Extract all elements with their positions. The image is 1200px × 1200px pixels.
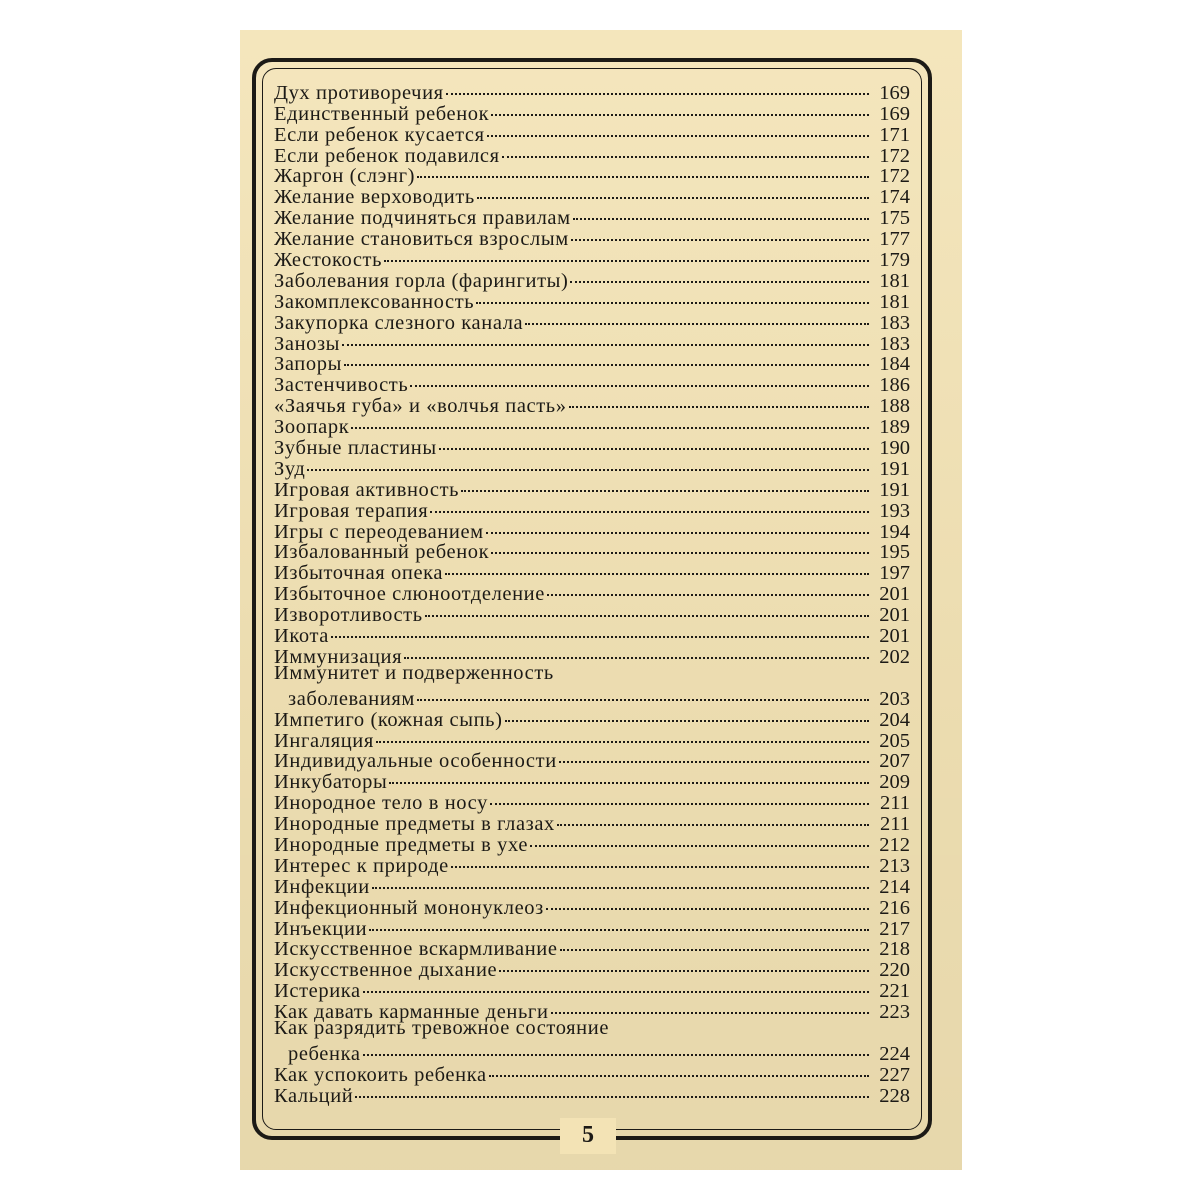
toc-entry xyxy=(274,538,910,564)
toc-entry-title: Избыточная опека xyxy=(274,562,444,585)
toc-entry-title: Если ребенок кусается xyxy=(274,123,485,146)
toc-entry-page: 171 xyxy=(879,123,910,146)
toc-entry-page: 175 xyxy=(879,207,910,230)
toc-entry xyxy=(274,767,910,794)
toc-entry xyxy=(274,412,910,439)
toc-entry-page: 191 xyxy=(879,478,910,501)
dot-leader xyxy=(342,329,869,350)
toc-entry xyxy=(274,621,910,648)
toc-entry xyxy=(274,99,910,125)
dot-leader xyxy=(376,726,869,747)
toc-entry-page: 183 xyxy=(879,311,910,334)
toc-entry xyxy=(274,182,910,209)
toc-entry-page: 205 xyxy=(879,729,910,752)
toc-entry xyxy=(274,370,910,397)
dot-leader xyxy=(571,224,869,245)
toc-entry xyxy=(274,162,910,188)
toc-entry xyxy=(274,245,910,272)
toc-entry xyxy=(274,287,910,313)
toc-entry xyxy=(274,851,910,877)
toc-entry-title: Зубные пластины xyxy=(274,437,437,460)
toc-entry-page: 195 xyxy=(879,541,910,564)
toc-entry-page: 223 xyxy=(879,1001,910,1024)
toc-entry xyxy=(274,266,910,292)
toc-entry-page: 177 xyxy=(879,228,910,251)
toc-entry-page: 190 xyxy=(879,437,910,460)
toc-entry-title: Единственный ребенок xyxy=(274,102,490,125)
toc-entry-title: Жаргон (слэнг) xyxy=(274,165,416,188)
toc-entry xyxy=(274,914,910,940)
toc-entry xyxy=(274,976,910,1003)
toc-entry-title: Зуд xyxy=(274,457,306,480)
toc-entry-title: Инфекционный мононуклеоз xyxy=(274,896,544,919)
toc-entry xyxy=(274,600,910,627)
toc-entry-title: Жестокость xyxy=(274,249,383,272)
toc-entry xyxy=(274,350,910,376)
toc-entry xyxy=(274,329,910,355)
toc-entry-title: Иммунизация xyxy=(274,645,403,668)
dot-leader xyxy=(530,830,869,851)
toc-entry-title: Избыточное слюноотделение xyxy=(274,583,545,606)
toc-entry-title: Желание подчиняться правилам xyxy=(274,207,571,230)
toc-entry-title: Инородные предметы в глазах xyxy=(274,813,555,836)
toc-entry xyxy=(274,955,910,982)
toc-entry-page: 202 xyxy=(879,645,910,668)
toc-entry xyxy=(274,203,910,230)
toc-entry-page: 174 xyxy=(879,186,910,209)
toc-entry-page: 191 xyxy=(879,457,910,480)
toc-entry-title: «Заячья губа» и «волчья пасть» xyxy=(274,395,567,418)
toc-entry-page: 179 xyxy=(879,249,910,272)
toc-entry-page: 201 xyxy=(879,625,910,648)
dot-leader xyxy=(476,287,869,308)
toc-entry-page: 188 xyxy=(879,395,910,418)
dot-leader xyxy=(389,767,869,788)
toc-entry-title: Инородные предметы в ухе xyxy=(274,833,529,856)
toc-entry xyxy=(274,684,910,710)
toc-entry-page: 169 xyxy=(879,81,910,104)
dot-leader xyxy=(486,517,869,538)
dot-leader xyxy=(425,600,869,621)
toc-entry xyxy=(274,579,910,606)
dot-leader xyxy=(502,141,869,162)
dot-leader xyxy=(439,433,869,454)
toc-entry-title-continued: заболеваниям xyxy=(288,687,415,710)
toc-entry-page: 172 xyxy=(879,144,910,167)
toc-entry-page: 216 xyxy=(879,896,910,919)
dot-leader xyxy=(355,1081,869,1102)
toc-entry-first-line xyxy=(274,663,910,684)
toc-entry-page: 212 xyxy=(879,833,910,856)
dot-leader xyxy=(331,621,869,642)
dot-leader xyxy=(344,350,869,371)
dot-leader xyxy=(570,266,869,287)
toc-entry-title: Как давать карманные деньги xyxy=(274,1001,549,1024)
toc-entry xyxy=(274,809,910,836)
dot-leader xyxy=(451,851,869,872)
toc-entry-page: 203 xyxy=(879,687,910,710)
toc-entry-title: Желание становиться взрослым xyxy=(274,228,569,251)
dot-leader xyxy=(490,788,869,809)
dot-leader xyxy=(546,893,869,914)
toc-entry-page: 224 xyxy=(879,1042,910,1065)
toc-entry-page: 189 xyxy=(879,416,910,439)
dot-leader xyxy=(417,684,869,705)
toc-entry-page: 218 xyxy=(879,938,910,961)
dot-leader xyxy=(557,809,869,830)
toc-entry-page: 181 xyxy=(879,290,910,313)
dot-leader xyxy=(477,182,869,203)
toc-entry-title-continued: ребенка xyxy=(288,1042,361,1065)
toc-entry-title: Искусственное дыхание xyxy=(274,959,498,982)
toc-entry xyxy=(274,935,910,961)
dot-leader xyxy=(573,203,869,224)
toc-entry xyxy=(274,1060,910,1086)
toc-entry xyxy=(274,830,910,856)
toc-entry-page: 201 xyxy=(879,604,910,627)
dot-leader xyxy=(410,370,869,391)
toc-entry-title: Если ребенок подавился xyxy=(274,144,500,167)
toc-entry-title: Дух противоречия xyxy=(274,81,444,104)
toc-entry-title: Как успокоить ребенка xyxy=(274,1063,487,1086)
toc-entry-page: 209 xyxy=(879,771,910,794)
dot-leader xyxy=(505,705,869,726)
toc-entry-title: Желание верховодить xyxy=(274,186,475,209)
dot-leader xyxy=(491,99,869,120)
toc-entry xyxy=(274,454,910,480)
toc-entry-title: Импетиго (кожная сыпь) xyxy=(274,708,503,731)
toc-entry xyxy=(274,1039,910,1065)
dot-leader xyxy=(363,976,869,997)
dot-leader xyxy=(461,475,869,496)
toc-entry xyxy=(274,1081,910,1107)
dot-leader xyxy=(491,538,869,559)
toc-entry-page: 207 xyxy=(879,750,910,773)
toc-entry-page: 211 xyxy=(880,813,910,836)
dot-leader xyxy=(559,747,869,768)
toc-entry-page: 213 xyxy=(879,854,910,877)
toc-entry xyxy=(274,433,910,460)
toc-entry xyxy=(274,997,910,1024)
toc-entry xyxy=(274,642,910,668)
toc-entry-title: Инъекции xyxy=(274,917,368,940)
dot-leader xyxy=(551,997,869,1018)
toc-entry-title: Инфекции xyxy=(274,875,370,898)
dot-leader xyxy=(487,120,869,141)
toc-entry-title: Инкубаторы xyxy=(274,771,388,794)
toc-entry-page: 183 xyxy=(879,332,910,355)
toc-entry xyxy=(274,78,910,104)
toc-entry-page: 201 xyxy=(879,583,910,606)
dot-leader xyxy=(307,454,869,475)
toc-entry-title: Игровая активность xyxy=(274,478,460,501)
toc-entry-title: Иммунитет и подверженность xyxy=(274,661,554,684)
toc-entry xyxy=(274,747,910,773)
dot-leader xyxy=(489,1060,869,1081)
toc-entry-page: 214 xyxy=(879,875,910,898)
table-of-contents xyxy=(274,78,910,1107)
toc-entry-title: Закупорка слезного канала xyxy=(274,311,524,334)
dot-leader xyxy=(569,391,869,412)
toc-entry-page: 184 xyxy=(879,353,910,376)
toc-entry-title: Индивидуальные особенности xyxy=(274,750,557,773)
toc-entry-page: 227 xyxy=(879,1063,910,1086)
dot-leader xyxy=(369,914,869,935)
toc-entry-page: 193 xyxy=(879,499,910,522)
dot-leader xyxy=(446,78,869,99)
toc-entry-title: Искусственное вскармливание xyxy=(274,938,558,961)
dot-leader xyxy=(363,1039,869,1060)
dot-leader xyxy=(404,642,869,663)
toc-entry-first-line xyxy=(274,1018,910,1039)
toc-entry-title: Ингаляция xyxy=(274,729,374,752)
toc-entry-title: Закомплексованность xyxy=(274,290,475,313)
toc-entry-page: 197 xyxy=(879,562,910,585)
toc-entry-title: Изворотливость xyxy=(274,604,423,627)
toc-entry xyxy=(274,788,910,815)
toc-entry-page: 186 xyxy=(879,374,910,397)
dot-leader xyxy=(430,496,869,517)
toc-entry-page: 221 xyxy=(879,980,910,1003)
toc-entry-title: Запоры xyxy=(274,353,342,376)
dot-leader xyxy=(351,412,869,433)
page-number: 5 xyxy=(582,1122,594,1148)
toc-entry xyxy=(274,475,910,501)
toc-entry-title: Как разрядить тревожное состояние xyxy=(274,1017,610,1040)
toc-entry-title: Инородное тело в носу xyxy=(274,792,488,815)
toc-entry xyxy=(274,224,910,251)
dot-leader xyxy=(445,558,869,579)
toc-entry-page: 204 xyxy=(879,708,910,731)
toc-entry-page: 217 xyxy=(879,917,910,940)
toc-entry-page: 220 xyxy=(879,959,910,982)
toc-entry-title: Застенчивость xyxy=(274,374,409,397)
toc-entry-page: 169 xyxy=(879,102,910,125)
dot-leader xyxy=(525,308,869,329)
toc-entry-page: 172 xyxy=(879,165,910,188)
toc-entry-title: Занозы xyxy=(274,332,341,355)
toc-entry xyxy=(274,391,910,418)
toc-entry-page: 228 xyxy=(879,1084,910,1107)
toc-entry-title: Истерика xyxy=(274,980,361,1003)
toc-entry-title: Заболевания горла (фарингиты) xyxy=(274,269,569,292)
dot-leader xyxy=(499,955,869,976)
toc-entry-title: Интерес к природе xyxy=(274,854,449,877)
dot-leader xyxy=(372,872,869,893)
toc-entry-page: 181 xyxy=(879,269,910,292)
dot-leader xyxy=(560,935,869,956)
toc-entry-title: Избалованный ребенок xyxy=(274,541,490,564)
dot-leader xyxy=(547,579,869,600)
toc-entry-title: Зоопарк xyxy=(274,416,350,439)
toc-entry-page: 211 xyxy=(880,792,910,815)
toc-entry-title: Кальций xyxy=(274,1084,354,1107)
toc-entry-title: Игровая терапия xyxy=(274,499,429,522)
toc-entry xyxy=(274,558,910,585)
toc-entry-title: Игры с переодеванием xyxy=(274,520,484,543)
dot-leader xyxy=(384,245,869,266)
toc-entry-title: Икота xyxy=(274,625,330,648)
dot-leader xyxy=(417,162,869,183)
toc-entry-page: 194 xyxy=(879,520,910,543)
